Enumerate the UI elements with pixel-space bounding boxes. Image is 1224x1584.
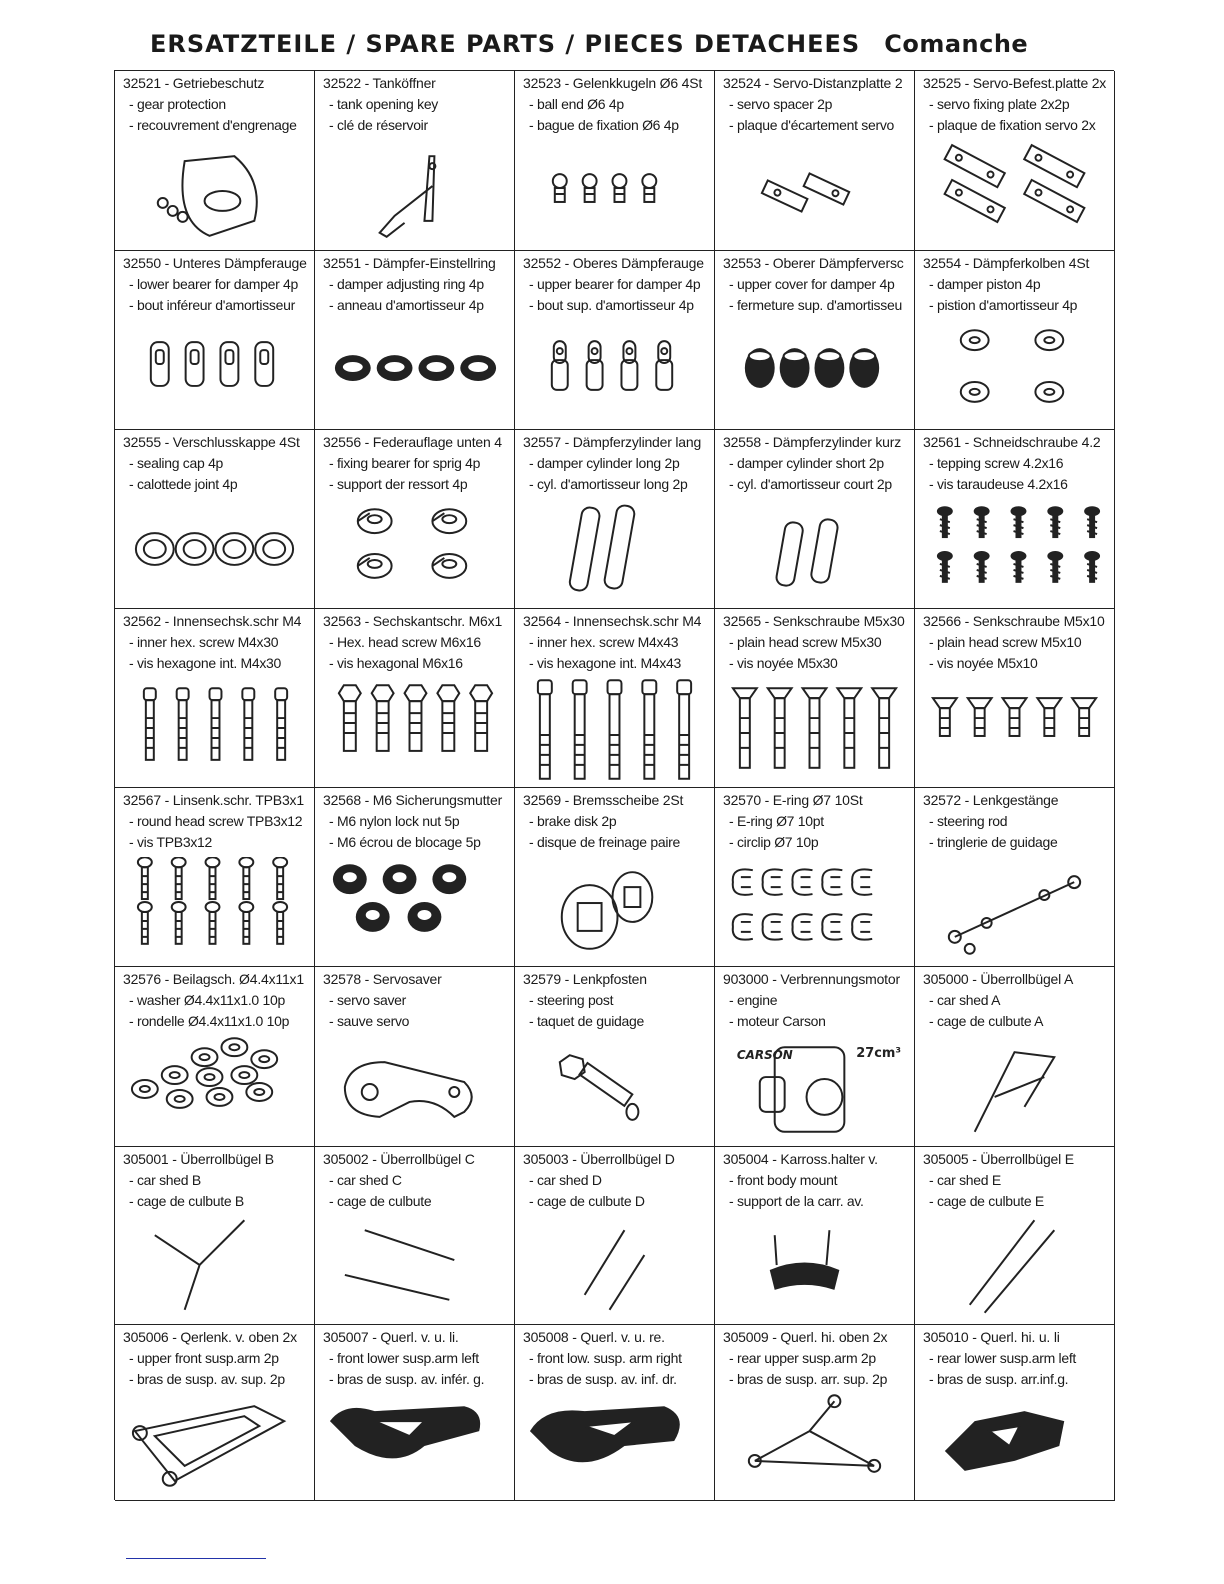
part-name-en: - rear lower susp.arm left: [929, 1350, 1077, 1366]
part-cell: [915, 71, 1115, 251]
part-name-en: - damper cylinder short 2p: [729, 455, 884, 471]
part-name-en: - damper adjusting ring 4p: [329, 276, 484, 292]
part-number: 32565 - Senkschraube M5x30: [723, 613, 905, 629]
part-name-en: - servo spacer 2p: [729, 96, 833, 112]
rear-lower-arm-icon: [915, 1391, 1114, 1496]
part-name-en: - Hex. head screw M6x16: [329, 634, 481, 650]
rear-upper-arm-icon: [715, 1391, 914, 1496]
part-name-en: - inner hex. screw M4x30: [129, 634, 279, 650]
e-ring-icon: [715, 857, 914, 962]
part-name-en: - front lower susp.arm left: [329, 1350, 479, 1366]
part-number: 32523 - Gelenkkugeln Ø6 4St: [523, 75, 703, 91]
part-cell: [315, 1147, 515, 1325]
gear-cover-icon: [115, 141, 314, 246]
part-cell: [315, 788, 515, 967]
part-name-en: - car shed B: [129, 1172, 201, 1188]
part-number: 305009 - Querl. hi. oben 2x: [723, 1329, 888, 1345]
damper-eye-lower-icon: [115, 320, 314, 425]
part-name-fr: - rondelle Ø4.4x11x1.0 10p: [129, 1013, 290, 1029]
damper-cap-icon: [715, 320, 914, 425]
part-name-en: - fixing bearer for sprig 4p: [329, 455, 481, 471]
part-cell: [915, 430, 1115, 609]
part-name-fr: - clé de réservoir: [329, 117, 428, 133]
front-lower-arm-right-icon: [515, 1391, 714, 1496]
part-cell: [115, 71, 315, 251]
part-number: 305004 - Karross.halter v.: [723, 1151, 878, 1167]
upper-front-arm-icon: [115, 1391, 314, 1496]
part-number: 305010 - Querl. hi. u. li: [923, 1329, 1060, 1345]
part-name-fr: - cyl. d'amortisseur long 2p: [529, 476, 688, 492]
part-name-fr: - cage de culbute E: [929, 1193, 1044, 1209]
brake-disk-icon: [515, 857, 714, 962]
part-name-fr: - disque de freinage paire: [529, 834, 680, 850]
part-cell: [515, 1325, 715, 1501]
part-name-en: - car shed A: [929, 992, 1001, 1008]
part-name-en: - plain head screw M5x30: [729, 634, 882, 650]
part-number: 32562 - Innensechsk.schr M4: [123, 613, 302, 629]
part-name-en: - front body mount: [729, 1172, 838, 1188]
part-name-fr: - vis TPB3x12: [129, 834, 212, 850]
part-cell: [715, 967, 915, 1147]
parts-grid: [114, 70, 1114, 1500]
part-number: 32567 - Linsenk.schr. TPB3x1: [123, 792, 304, 808]
part-name-fr: - vis noyée M5x10: [929, 655, 1038, 671]
part-name-fr: - cage de culbute B: [129, 1193, 244, 1209]
carson-logo: CARSON: [736, 1048, 793, 1063]
roll-bar-a-icon: [915, 1037, 1114, 1142]
part-cell: [315, 609, 515, 788]
part-name-en: - plain head screw M5x10: [929, 634, 1082, 650]
part-name-fr: - taquet de guidage: [529, 1013, 644, 1029]
part-number: 32555 - Verschlusskappe 4St: [123, 434, 300, 450]
part-name-en: - rear upper susp.arm 2p: [729, 1350, 876, 1366]
part-cell: [715, 1325, 915, 1501]
sealing-cap-icon: [115, 499, 314, 604]
part-name-fr: - bout inféreur d'amortisseur: [129, 297, 295, 313]
part-name-en: - inner hex. screw M4x43: [529, 634, 679, 650]
part-number: 32551 - Dämpfer-Einstellring: [323, 255, 496, 271]
part-name-en: - car shed D: [529, 1172, 602, 1188]
lock-nut-icon: [315, 857, 514, 962]
roll-bar-e-icon: [915, 1215, 1114, 1320]
part-number: 32557 - Dämpferzylinder lang: [523, 434, 702, 450]
part-number: 305001 - Überrollbügel B: [123, 1151, 274, 1167]
spring-bearer-icon: [315, 499, 514, 604]
part-number: 32564 - Innensechsk.schr M4: [523, 613, 702, 629]
front-lower-arm-left-icon: [315, 1391, 514, 1496]
part-cell: [515, 609, 715, 788]
part-name-fr: - vis noyée M5x30: [729, 655, 838, 671]
part-cell: [315, 251, 515, 430]
part-cell: [515, 430, 715, 609]
part-name-fr: - vis hexagonal M6x16: [329, 655, 463, 671]
part-name-fr: - fermeture sup. d'amortisseu: [729, 297, 902, 313]
part-name-fr: - bras de susp. arr. sup. 2p: [729, 1371, 888, 1387]
part-name-fr: - sauve servo: [329, 1013, 410, 1029]
roll-bar-c-icon: [315, 1215, 514, 1320]
part-number: 32553 - Oberer Dämpferversc: [723, 255, 904, 271]
part-number: 32525 - Servo-Befest.platte 2x: [923, 75, 1107, 91]
part-number: 32578 - Servosaver: [323, 971, 442, 987]
part-cell: [315, 967, 515, 1147]
countersunk-screw-icon: [715, 678, 914, 783]
part-name-fr: - bras de susp. av. sup. 2p: [129, 1371, 285, 1387]
part-cell: [115, 1325, 315, 1501]
part-number: 305002 - Überrollbügel C: [323, 1151, 475, 1167]
part-number: 32550 - Unteres Dämpferauge: [123, 255, 307, 271]
part-name-fr: - support de la carr. av.: [729, 1193, 864, 1209]
part-number: 32556 - Federauflage unten 4: [323, 434, 502, 450]
body-mount-icon: [715, 1215, 914, 1320]
roll-bar-d-icon: [515, 1215, 714, 1320]
part-name-en: - upper cover for damper 4p: [729, 276, 895, 292]
part-name-en: - ball end Ø6 4p: [529, 96, 624, 112]
part-name-en: - lower bearer for damper 4p: [129, 276, 299, 292]
part-cell: [715, 1147, 915, 1325]
tank-key-icon: [315, 141, 514, 246]
part-name-en: - engine: [729, 992, 778, 1008]
part-cell: [115, 1147, 315, 1325]
part-name-en: - brake disk 2p: [529, 813, 617, 829]
part-number: 305005 - Überrollbügel E: [923, 1151, 1074, 1167]
part-name-fr: - cage de culbute D: [529, 1193, 645, 1209]
part-name-en: - tepping screw 4.2x16: [929, 455, 1064, 471]
part-name-en: - damper cylinder long 2p: [529, 455, 680, 471]
roll-bar-b-icon: [115, 1215, 314, 1320]
part-cell: [515, 788, 715, 967]
part-number: 305008 - Querl. v. u. re.: [523, 1329, 665, 1345]
round-head-screw-icon: [115, 857, 314, 962]
part-name-en: - round head screw TPB3x12: [129, 813, 303, 829]
part-cell: [315, 71, 515, 251]
ball-end-icon: [515, 141, 714, 246]
part-number: 305007 - Querl. v. u. li.: [323, 1329, 459, 1345]
cylinder-long-icon: [515, 499, 714, 604]
part-name-fr: - bout sup. d'amortisseur 4p: [529, 297, 694, 313]
part-cell: [515, 967, 715, 1147]
part-number: 305006 - Qerlenk. v. oben 2x: [123, 1329, 297, 1345]
part-cell: [915, 788, 1115, 967]
engine-icon: [715, 1037, 914, 1142]
part-name-fr: - vis hexagone int. M4x43: [529, 655, 682, 671]
damper-eye-upper-icon: [515, 320, 714, 425]
part-name-fr: - vis hexagone int. M4x30: [129, 655, 282, 671]
steering-post-icon: [515, 1037, 714, 1142]
part-name-en: - washer Ø4.4x11x1.0 10p: [129, 992, 285, 1008]
engine-volume: 27cm³: [856, 1046, 902, 1062]
part-cell: [915, 609, 1115, 788]
part-name-fr: - bras de susp. av. infér. g.: [329, 1371, 485, 1387]
part-name-en: - tank opening key: [329, 96, 439, 112]
part-name-fr: - cage de culbute: [329, 1193, 432, 1209]
tapping-screw-icon: [915, 499, 1114, 604]
part-name-fr: - recouvrement d'engrenage: [129, 117, 297, 133]
part-number: 32569 - Bremsscheibe 2St: [523, 792, 684, 808]
part-name-en: - car shed C: [329, 1172, 402, 1188]
part-number: 32568 - M6 Sicherungsmutter: [323, 792, 503, 808]
part-name-fr: - moteur Carson: [729, 1013, 826, 1029]
part-name-en: - upper front susp.arm 2p: [129, 1350, 279, 1366]
part-cell: [515, 71, 715, 251]
part-cell: [115, 251, 315, 430]
part-number: 32558 - Dämpferzylinder kurz: [723, 434, 902, 450]
part-name-en: - servo fixing plate 2x2p: [929, 96, 1070, 112]
part-name-en: - front low. susp. arm right: [529, 1350, 682, 1366]
part-number: 32522 - Tanköffner: [323, 75, 436, 91]
part-name-en: - steering post: [529, 992, 614, 1008]
part-name-fr: - bras de susp. arr.inf.g.: [929, 1371, 1069, 1387]
part-name-fr: - vis taraudeuse 4.2x16: [929, 476, 1068, 492]
part-cell: [715, 609, 915, 788]
part-name-fr: - tringlerie de guidage: [929, 834, 1058, 850]
hex-head-screw-icon: [315, 678, 514, 783]
part-name-fr: - pistion d'amortisseur 4p: [929, 297, 1078, 313]
part-name-en: - sealing cap 4p: [129, 455, 224, 471]
part-name-fr: - anneau d'amortisseur 4p: [329, 297, 484, 313]
part-name-en: - car shed E: [929, 1172, 1001, 1188]
part-cell: [315, 1325, 515, 1501]
part-number: 32579 - Lenkpfosten: [523, 971, 647, 987]
adjusting-ring-icon: [315, 320, 514, 425]
part-number: 32521 - Getriebeschutz: [123, 75, 265, 91]
damper-piston-icon: [915, 320, 1114, 425]
part-cell: [515, 251, 715, 430]
part-name-en: - servo saver: [329, 992, 407, 1008]
cylinder-short-icon: [715, 499, 914, 604]
part-number: 32561 - Schneidschraube 4.2: [923, 434, 1101, 450]
part-cell: [915, 251, 1115, 430]
part-number: 305003 - Überrollbügel D: [523, 1151, 675, 1167]
part-cell: [315, 430, 515, 609]
part-number: 32552 - Oberes Dämpferauge: [523, 255, 704, 271]
part-name-en: - upper bearer for damper 4p: [529, 276, 701, 292]
part-name-en: - gear protection: [129, 96, 226, 112]
part-cell: [515, 1147, 715, 1325]
part-number: 32566 - Senkschraube M5x10: [923, 613, 1105, 629]
part-name-en: - steering rod: [929, 813, 1008, 829]
servo-saver-icon: [315, 1037, 514, 1142]
part-cell: [715, 251, 915, 430]
part-cell: [115, 788, 315, 967]
model-name: Comanche: [884, 30, 1029, 58]
part-number: 32554 - Dämpferkolben 4St: [923, 255, 1090, 271]
part-name-en: - M6 nylon lock nut 5p: [329, 813, 460, 829]
steering-rod-icon: [915, 857, 1114, 962]
part-cell: [715, 788, 915, 967]
part-name-en: - damper piston 4p: [929, 276, 1041, 292]
part-name-fr: - cage de culbute A: [929, 1013, 1044, 1029]
part-name-fr: - M6 écrou de blocage 5p: [329, 834, 481, 850]
part-number: 32572 - Lenkgestänge: [923, 792, 1059, 808]
part-number: 32576 - Beilagsch. Ø4.4x11x1: [123, 971, 304, 987]
part-name-fr: - plaque de fixation servo 2x: [929, 117, 1096, 133]
part-name-en: - E-ring Ø7 10pt: [729, 813, 824, 829]
long-hex-screw-icon: [515, 678, 714, 783]
part-cell: [915, 1147, 1115, 1325]
page-title: ERSATZTEILE / SPARE PARTS / PIECES DETACHEES: [150, 30, 861, 58]
part-number: 305000 - Überrollbügel A: [923, 971, 1074, 987]
servo-plate-icon: [915, 141, 1114, 246]
part-name-fr: - calottede joint 4p: [129, 476, 238, 492]
part-number: 32563 - Sechskantschr. M6x1: [323, 613, 503, 629]
part-cell: [915, 1325, 1115, 1501]
page-header: [150, 30, 1090, 70]
part-name-fr: - cyl. d'amortisseur court 2p: [729, 476, 892, 492]
part-number: 32570 - E-ring Ø7 10St: [723, 792, 863, 808]
part-cell: [115, 967, 315, 1147]
part-cell: [715, 430, 915, 609]
hex-screw-icon: [115, 678, 314, 783]
part-cell: [115, 609, 315, 788]
part-cell: [915, 967, 1115, 1147]
part-cell: [115, 430, 315, 609]
part-name-fr: - support der ressort 4p: [329, 476, 468, 492]
part-number: 32524 - Servo-Distanzplatte 2: [723, 75, 903, 91]
part-cell: [715, 71, 915, 251]
servo-spacer-icon: [715, 141, 914, 246]
part-name-fr: - bras de susp. av. inf. dr.: [529, 1371, 677, 1387]
part-name-fr: - circlip Ø7 10p: [729, 834, 819, 850]
part-number: 903000 - Verbrennungsmotor: [723, 971, 900, 987]
part-name-fr: - plaque d'écartement servo: [729, 117, 894, 133]
washer-icon: [115, 1037, 314, 1142]
short-countersunk-screw-icon: [915, 678, 1114, 783]
part-name-fr: - bague de fixation Ø6 4p: [529, 117, 679, 133]
footer-rule: [126, 1558, 266, 1559]
